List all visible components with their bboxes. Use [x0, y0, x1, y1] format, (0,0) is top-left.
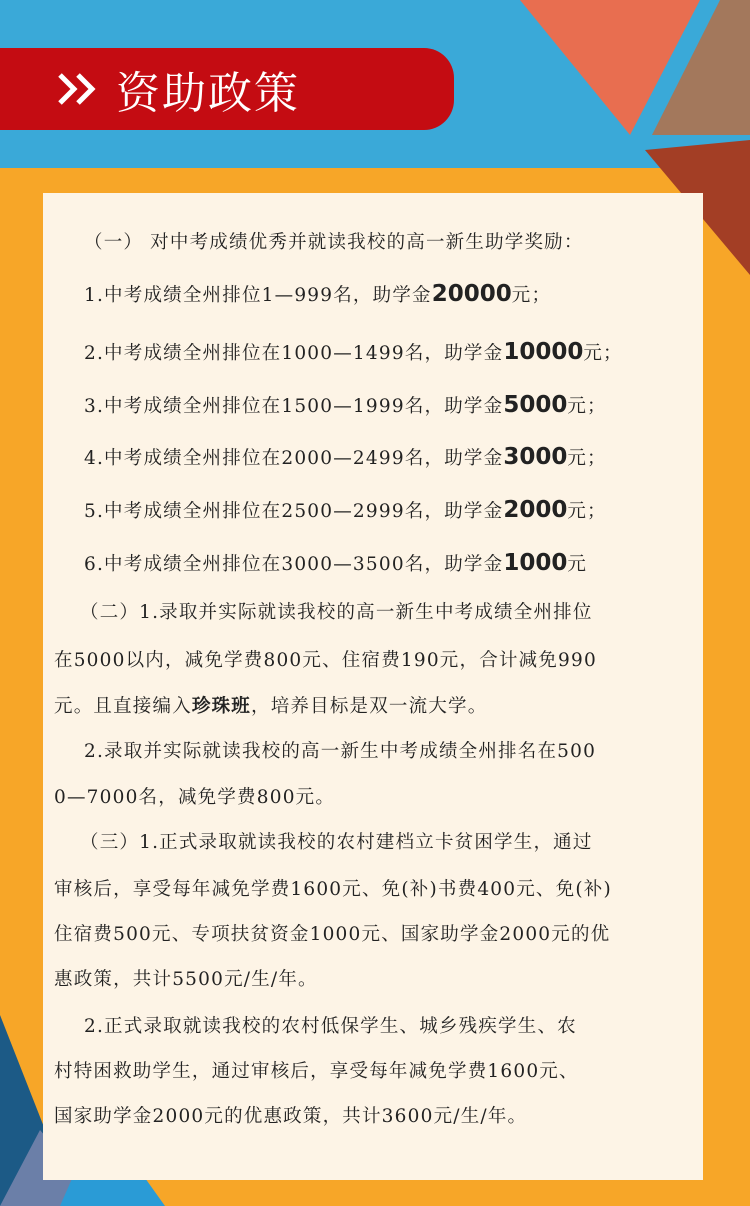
section2-line [54, 692, 487, 718]
section1-heading: （一） 对中考成绩优秀并就读我校的高一新生助学奖励： [84, 232, 584, 253]
text-span: ，培养目标是双一流大学。 [251, 696, 488, 717]
section2-line: （二）1.录取并实际就读我校的高一新生中考成绩全州排位 [80, 602, 593, 623]
item-amount: 5000 [503, 392, 568, 418]
section3-line: 国家助学金2000元的优惠政策，共计3600元/生/年。 [54, 1106, 528, 1127]
list-item [84, 281, 551, 307]
section3-line: 村特困救助学生，通过审核后，享受每年减免学费1600元、 [54, 1061, 579, 1082]
item-amount: 10000 [503, 339, 584, 365]
list-item [84, 392, 607, 418]
item-amount: 1000 [503, 550, 568, 576]
item-unit: 元； [583, 343, 623, 364]
double-chevron-icon [56, 69, 102, 109]
list-item [84, 444, 607, 470]
item-unit: 元 [567, 554, 588, 575]
item-unit: 元； [567, 448, 607, 469]
item-amount: 3000 [503, 444, 568, 470]
item-text: 6.中考成绩全州排位在3000—3500名，助学金 [84, 554, 504, 575]
item-text: 5.中考成绩全州排位在2500—2999名，助学金 [84, 501, 504, 522]
section2-line: 2.录取并实际就读我校的高一新生中考成绩全州排名在500 [84, 741, 597, 762]
item-unit: 元； [511, 285, 552, 306]
item-amount: 20000 [431, 281, 512, 307]
list-item [84, 339, 623, 365]
item-text: 1.中考成绩全州排位1—999名，助学金 [84, 285, 432, 306]
section2-line: 0—7000名，减免学费800元。 [54, 787, 336, 808]
pearl-class-label: 珍珠班 [191, 696, 252, 717]
section3-line: 惠政策，共计5500元/生/年。 [54, 969, 318, 990]
item-amount: 2000 [503, 497, 568, 523]
item-unit: 元； [567, 501, 607, 522]
list-item [84, 550, 587, 576]
section3-line: （三）1.正式录取就读我校的农村建档立卡贫困学生，通过 [80, 832, 593, 853]
text-span: 元。且直接编入 [54, 696, 192, 717]
page-title: 资助政策 [116, 68, 300, 119]
section3-line: 2.正式录取就读我校的农村低保学生、城乡残疾学生、农 [84, 1016, 577, 1037]
item-text: 2.中考成绩全州排位在1000—1499名，助学金 [84, 343, 504, 364]
item-text: 4.中考成绩全州排位在2000—2499名，助学金 [84, 448, 504, 469]
section3-line: 住宿费500元、专项扶贫资金1000元、国家助学金2000元的优 [54, 924, 611, 945]
item-text: 3.中考成绩全州排位在1500—1999名，助学金 [84, 396, 504, 417]
title-banner [0, 48, 454, 130]
item-unit: 元； [567, 396, 607, 417]
list-item [84, 497, 607, 523]
section3-line: 审核后，享受每年减免学费1600元、免(补)书费400元、免(补) [54, 879, 612, 900]
section2-line: 在5000以内，减免学费800元、住宿费190元，合计减免990 [54, 650, 597, 671]
